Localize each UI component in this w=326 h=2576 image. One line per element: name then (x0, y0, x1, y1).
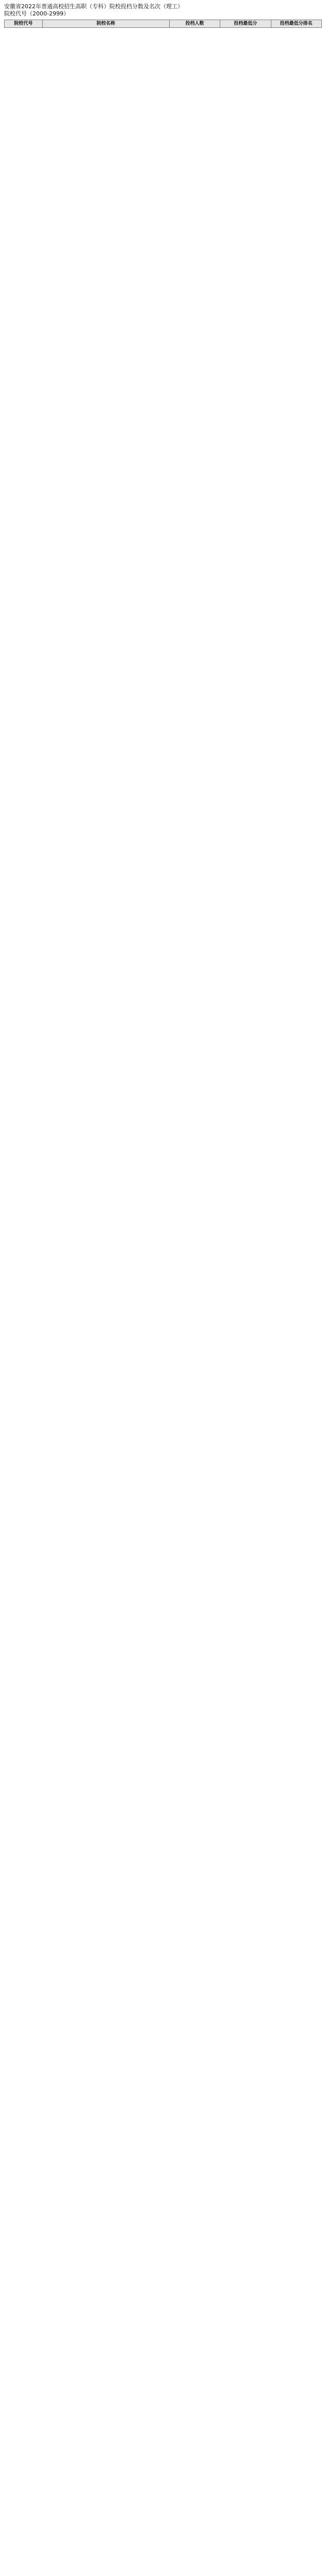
document-title (4, 3, 322, 18)
header-min-score-rank: 投档最低分排名 (271, 20, 321, 28)
admission-table (4, 20, 322, 28)
header-school-code: 院校代号 (5, 20, 43, 28)
header-school-name: 院校名称 (42, 20, 169, 28)
admission-table-wrapper (4, 20, 322, 28)
title-line-2: 院校代号（2000-2999） (4, 10, 69, 17)
table-header-row (5, 20, 322, 28)
header-admitted-count: 投档人数 (169, 20, 220, 28)
title-line-1: 安徽省2022年普通高校招生高职（专科）院校投档分数及名次（理工） (4, 3, 183, 10)
header-min-score: 投档最低分 (220, 20, 271, 28)
